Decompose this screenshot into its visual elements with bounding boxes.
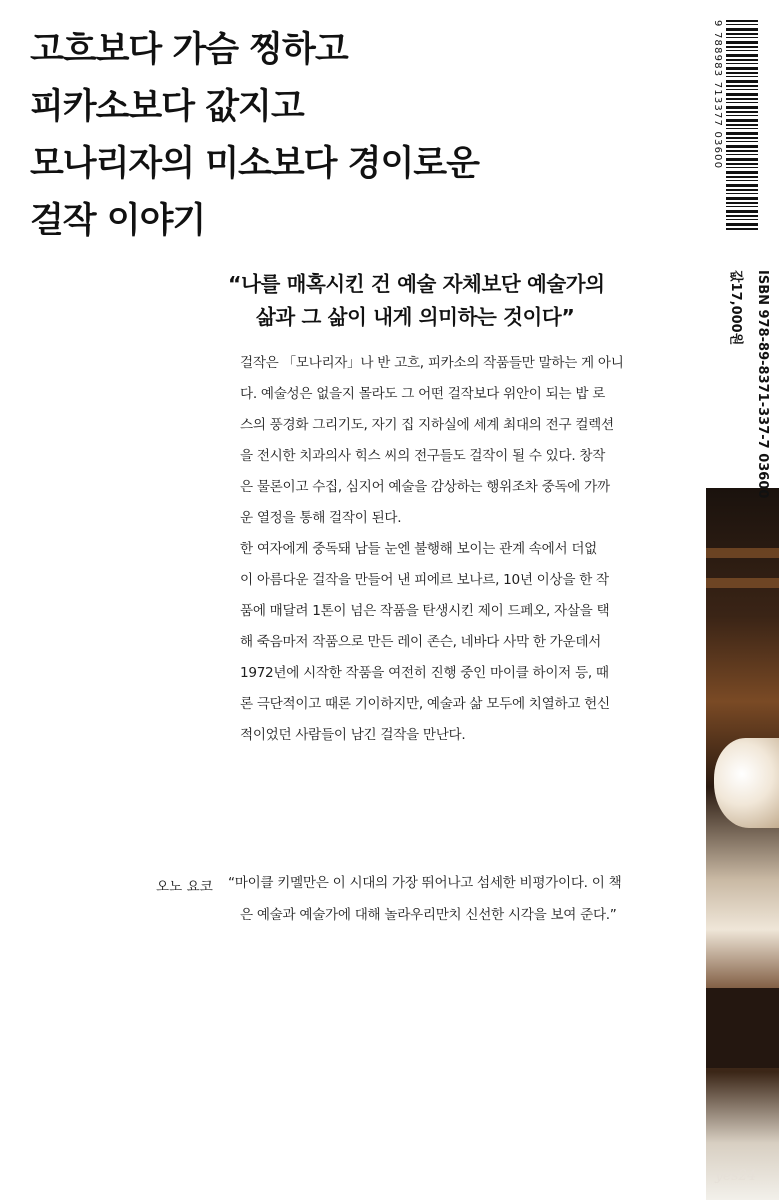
headline-line: 고흐보다 가슴 찡하고 bbox=[30, 30, 348, 70]
barcode-digits-text: 9 788983 713377 03600 bbox=[712, 20, 723, 170]
description-line: 해 죽음마저 작품으로 만든 레이 존슨, 네바다 사막 한 가운데서 bbox=[240, 634, 601, 650]
review-line: “마이클 키멜만은 이 시대의 가장 뛰어나고 섬세한 비평가이다. 이 책 bbox=[228, 875, 622, 891]
description-line: 걸작은 「모나리자」나 반 고흐, 피카소의 작품들만 말하는 게 아니 bbox=[240, 355, 624, 371]
review-line: 은 예술과 예술가에 대해 놀라우리만치 신선한 시각을 보여 준다.” bbox=[240, 907, 617, 923]
price-vertical bbox=[729, 270, 749, 390]
description-line: 1972년에 시작한 작품을 여전히 진행 중인 마이클 하이저 등, 때 bbox=[240, 665, 609, 681]
book-description bbox=[240, 348, 710, 751]
price-text: 값17,000원 bbox=[728, 270, 743, 346]
description-line: 다. 예술성은 없을지 몰라도 그 어떤 걸작보다 위안이 되는 밥 로 bbox=[240, 386, 606, 402]
barcode-digits bbox=[712, 20, 724, 230]
description-line: 품에 매달려 1톤이 넘은 작품을 탄생시킨 제이 드페오, 자살을 택 bbox=[240, 603, 610, 619]
headline-line: 피카소보다 값지고 bbox=[30, 87, 304, 127]
pull-quote-line: “나를 매혹시킨 건 예술 자체보단 예술가의 bbox=[228, 272, 605, 296]
headline-line: 모나리자의 미소보다 경이로운 bbox=[30, 144, 479, 184]
barcode-bars bbox=[726, 20, 758, 230]
painting-shadow bbox=[706, 988, 779, 1068]
pull-quote-line: 삶과 그 삶이 내게 의미하는 것이다” bbox=[256, 305, 575, 329]
review-quote bbox=[228, 867, 621, 931]
description-line: 운 열정을 통해 걸작이 된다. bbox=[240, 510, 402, 526]
painting-figure bbox=[714, 738, 779, 828]
yes24-watermark: yes24 bbox=[715, 1168, 757, 1184]
headline-line: 걸작 이야기 bbox=[30, 201, 206, 241]
isbn-vertical bbox=[752, 270, 772, 680]
description-line: 론 극단적이고 때론 기이하지만, 예술과 삶 모두에 치열하고 헌신 bbox=[240, 696, 610, 712]
description-line: 스의 풍경화 그리기도, 자기 집 지하실에 세계 최대의 전구 컬렉션 bbox=[240, 417, 614, 433]
cover-headline bbox=[30, 22, 479, 250]
pull-quote bbox=[228, 268, 605, 334]
isbn-text: ISBN 978-89-8371-337-7 03600 bbox=[755, 270, 770, 499]
description-line: 을 전시한 치과의사 힉스 씨의 전구들도 걸작이 될 수 있다. 창작 bbox=[240, 448, 606, 464]
description-line: 적이었던 사람들이 남긴 걸작을 만난다. bbox=[240, 727, 466, 743]
description-line: 이 아름다운 걸작을 만들어 낸 피에르 보나르, 10년 이상을 한 작 bbox=[240, 572, 609, 588]
review-author: 오노 요코 bbox=[156, 879, 213, 895]
description-line: 한 여자에게 중독돼 남들 눈엔 불행해 보이는 관계 속에서 더없 bbox=[240, 541, 597, 557]
isbn-barcode bbox=[712, 20, 758, 230]
description-line: 은 물론이고 수집, 심지어 예술을 감상하는 행위조차 중독에 가까 bbox=[240, 479, 610, 495]
